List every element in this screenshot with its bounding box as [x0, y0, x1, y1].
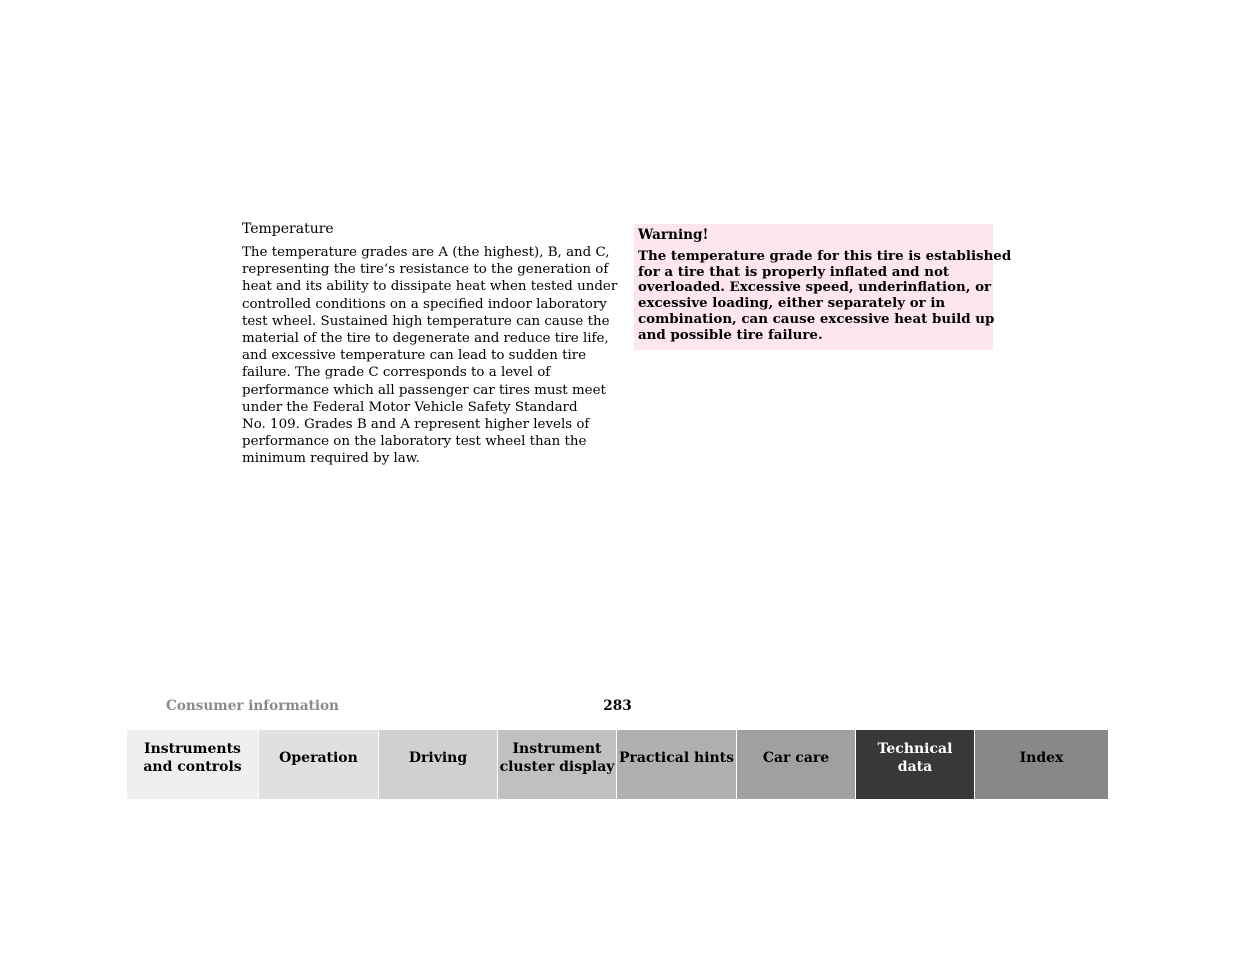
nav-tab-label-line: Instrument — [512, 740, 602, 757]
nav-tab-instrument-cluster-display[interactable] — [498, 730, 617, 799]
warning-text — [638, 248, 1012, 343]
nav-tab-label-line: Practical hints — [618, 749, 735, 766]
nav-tab-label-line: and controls — [143, 758, 242, 775]
nav-tab-label — [409, 749, 467, 767]
warning-line: combination, can cause excessive heat build up — [638, 310, 995, 327]
body-line: test wheel. Sustained high temperature can cause the — [242, 313, 610, 329]
warning-line: overloaded. Excessive speed, underinflation, or — [638, 279, 992, 296]
nav-tab-label-line: Car care — [762, 749, 830, 766]
nav-tab-label-line: Operation — [279, 749, 358, 766]
body-line: performance on the laboratory test wheel than the — [242, 434, 587, 450]
nav-tab-instruments-and-controls[interactable] — [127, 730, 259, 799]
warning-line: for a tire that is properly inflated and not — [638, 263, 950, 280]
warning-line: excessive loading, either separately or in — [638, 295, 946, 312]
nav-tab-index[interactable] — [975, 730, 1108, 799]
page-number: 283 — [603, 698, 632, 714]
main-text-column — [242, 220, 618, 468]
warning-title: Warning! — [638, 227, 709, 243]
nav-tab-car-care[interactable] — [737, 730, 856, 799]
nav-tab-label-line: Index — [1019, 749, 1064, 766]
nav-tab-label-line: Technical — [877, 740, 953, 757]
section-heading: Temperature — [242, 221, 334, 237]
nav-tab-driving[interactable] — [379, 730, 498, 799]
nav-tab-label-line: Driving — [408, 749, 468, 766]
body-line: No. 109. Grades B and A represent higher levels of — [242, 417, 590, 433]
chapter-nav-bar — [127, 730, 1108, 799]
body-line: under the Federal Motor Vehicle Safety Standard — [242, 399, 578, 415]
body-line: The temperature grades are A (the highest), B, and C, — [242, 245, 610, 260]
warning-box — [634, 224, 1012, 350]
nav-tab-label — [619, 749, 734, 767]
warning-line: The temperature grade for this tire is established — [638, 248, 1012, 264]
body-line: controlled conditions on a specified indoor laboratory — [242, 296, 607, 312]
body-line: heat and its ability to dissipate heat when tested under — [242, 279, 618, 295]
nav-tab-practical-hints[interactable] — [617, 730, 737, 799]
nav-tab-label-line: data — [897, 758, 933, 775]
body-paragraph — [242, 244, 618, 468]
nav-tab-label — [279, 749, 358, 767]
body-line: material of the tire to degenerate and reduce tire life, — [242, 331, 609, 347]
warning-line: and possible tire failure. — [638, 326, 823, 343]
nav-tab-label — [143, 740, 241, 776]
nav-tab-label-line: cluster display — [499, 758, 615, 775]
nav-tab-technical-data[interactable] — [856, 730, 975, 799]
body-line: performance which all passenger car tires must meet — [242, 382, 606, 398]
nav-tab-label — [763, 749, 829, 767]
body-line: representing the tire‘s resistance to the generation of — [242, 262, 609, 278]
nav-tab-operation[interactable] — [259, 730, 379, 799]
body-line: minimum required by law. — [242, 451, 420, 467]
nav-tab-label-line: Instruments — [144, 740, 241, 757]
nav-tab-label — [878, 740, 953, 776]
body-line: failure. The grade C corresponds to a level of — [242, 365, 551, 381]
nav-tab-label — [500, 740, 615, 776]
nav-tab-label — [1020, 749, 1064, 767]
body-line: and excessive temperature can lead to sudden tire — [242, 348, 587, 364]
footer-section-label: Consumer information — [166, 698, 339, 714]
